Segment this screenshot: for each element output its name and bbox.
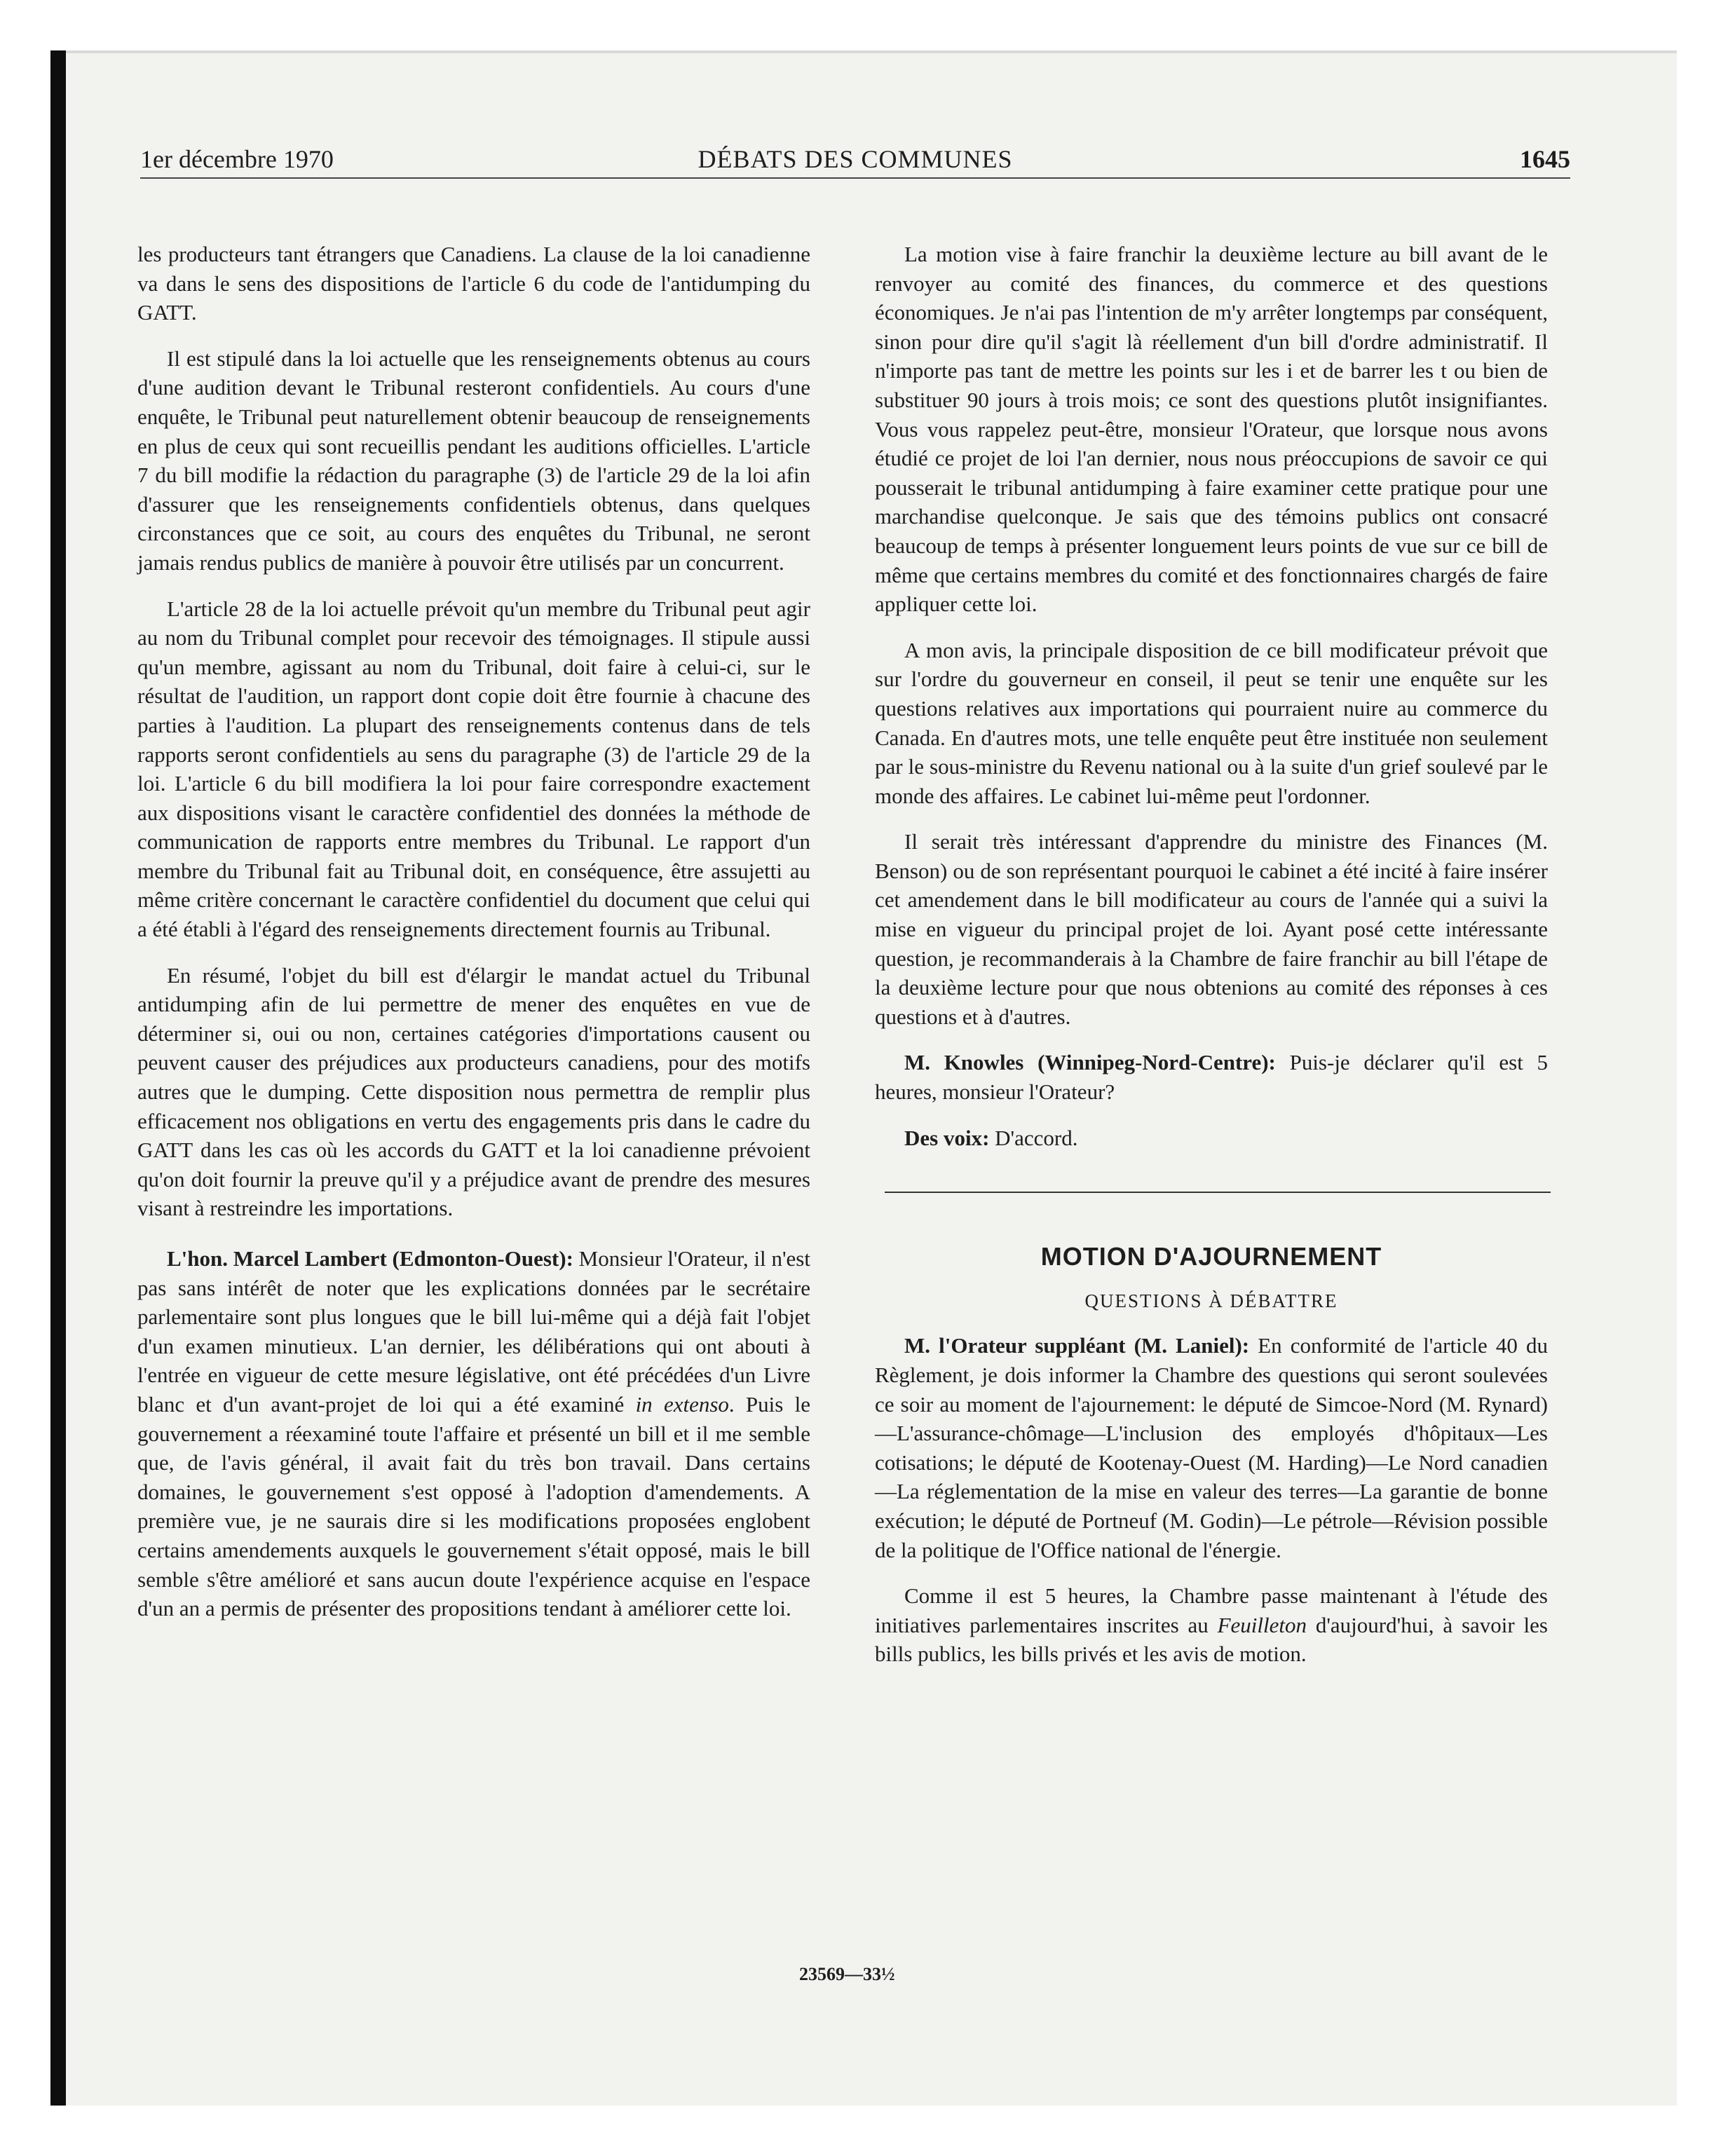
left-column <box>137 240 810 1640</box>
speaker-name: M. l'Orateur suppléant (M. Laniel): <box>904 1333 1250 1358</box>
speaker-name: M. Knowles (Winnipeg-Nord-Centre): <box>904 1050 1276 1075</box>
speech-text: Comme il est 5 heures, la Chambre passe maintenant à l'étude des initiatives parlementaires inscrites au <box>875 1583 1548 1637</box>
right-paragraph-6 <box>875 1331 1548 1564</box>
speech-text: d'aujourd'hui, à savoir les bills publics, les bills privés et les avis de motion. <box>875 1612 1548 1667</box>
speech-text: . Puis le gouvernement a réexaminé toute l'affaire et présenté un bill et il me semble que, de l'avis général, il avait fait du très bon travail. Dans certains domaines, le gouvernement s'est opposé à l'adoption d'amendements. A première vue, je ne saurais dire si les modifications proposées englobent certains amendements auxquels le gouvernement s'était opposé, mais le bill semble s'être amélioré et sans aucun doute l'expérience acquise en l'espace d'un an a permis de présenter des propositions tendant à améliorer cette loi. <box>137 1391 810 1621</box>
speech-emphasis: Feuilleton <box>1217 1612 1307 1637</box>
right-paragraph-7 <box>875 1581 1548 1669</box>
left-paragraph-2: Il est stipulé dans la loi actuelle que les renseignements obtenus au cours d'une audition devant le Tribunal resteront confidentiels. Au cours d'une enquête, le Tribunal peut naturellement obtenir beaucoup de renseignements en plus de ceux qui sont recueillis pendant les auditions officielles. L'article 7 du bill modifie la rédaction du paragraphe (3) de l'article 29 de la loi afin d'assurer que les renseignements confidentiels obtenus, dans quelques circonstances que ce soit, au cours des enquêtes du Tribunal, ne seront jamais rendus publics de manière à pouvoir être utilisés par un concurrent. <box>137 346 810 575</box>
right-paragraph-4 <box>875 1048 1548 1106</box>
speaker-name: Des voix: <box>904 1125 990 1150</box>
header-date: 1er décembre 1970 <box>140 145 334 173</box>
scan-border-left <box>50 50 66 2106</box>
section-title: MOTION D'AJOURNEMENT <box>1040 1242 1382 1271</box>
speech-text: D'accord. <box>989 1125 1078 1150</box>
left-paragraph-1: les producteurs tant étrangers que Canadiens. La clause de la loi canadienne va dans le sens des dispositions de l'article 6 du code de l'antidumping du GATT. <box>137 242 810 325</box>
speech-text: Monsieur l'Orateur, il n'est pas sans intérêt de noter que les explications données par le secrétaire parlementaire sont plus longues que le bill lui-même qui a déjà fait l'objet d'un examen minutieux. L'an dernier, les délibérations qui ont abouti à l'entrée en vigueur de cette mesure législative, ont été précédées d'un Livre blanc et d'un avant-projet de loi qui a été examiné <box>137 1246 810 1417</box>
footer-code: 23569—33½ <box>799 1964 895 1984</box>
subsection-title: QUESTIONS À DÉBATTRE <box>1084 1290 1338 1311</box>
speech-text: Puis-je déclarer qu'il est 5 heures, monsieur l'Orateur? <box>875 1050 1548 1105</box>
page-header <box>140 144 1570 179</box>
right-paragraph-2: A mon avis, la principale disposition de ce bill modificateur prévoit que sur l'ordre du gouverneur en conseil, il peut se tenir une enquête sur les questions relatives aux importations qui pourraient nuire au commerce du Canada. En d'autres mots, une telle enquête peut être instituée non seulement par le sous-ministre du Revenu national ou à la suite d'un grief soulevé par le monde des affaires. Le cabinet lui-même peut l'ordonner. <box>875 637 1548 808</box>
header-page-number: 1645 <box>1520 145 1570 173</box>
speaker-name: L'hon. Marcel Lambert (Edmonton-Ouest): <box>167 1246 573 1271</box>
header-title: DÉBATS DES COMMUNES <box>698 145 1013 173</box>
section-divider <box>885 1192 1551 1193</box>
left-paragraph-4: En résumé, l'objet du bill est d'élargir le mandat actuel du Tribunal antidumping afin de lui permettre de mener des enquêtes en vue de déterminer si, oui ou non, certaines catégories d'importations causent ou peuvent causer des préjudices aux producteurs canadiens, pour des motifs autres que le dumping. Cette disposition nous permettra de remplir plus efficacement nos obligations en vertu des engagements pris dans le cadre du GATT dans les cas où les accords du GATT et la loi canadienne prévoient qu'on doit fournir la preuve qu'il y a préjudice avant de prendre des mesures visant à restreindre les importations. <box>137 962 810 1221</box>
speech-emphasis: in extenso <box>635 1391 729 1417</box>
right-paragraph-5 <box>875 1124 1548 1153</box>
header-rule <box>140 177 1570 179</box>
speech-text: En conformité de l'article 40 du Règlement, je dois informer la Chambre des questions qui seront soulevées ce soir au moment de l'ajournement: le député de Simcoe-Nord (M. Rynard)—L'assurance-chômage—L'inclusion des employés d'hôpitaux—Les cotisations; le député de Kootenay-Ouest (M. Harding)—Le Nord canadien—La réglementation de la mise en valeur des terres—La garantie de bonne exécution; le député de Portneuf (M. Godin)—Le pétrole—Révision possible de la politique de l'Office national de l'énergie. <box>875 1333 1548 1562</box>
left-paragraph-3: L'article 28 de la loi actuelle prévoit qu'un membre du Tribunal peut agir au nom du Tribunal complet pour recevoir des témoignages. Il stipule aussi qu'un membre, agissant au nom du Tribunal, doit faire à celui-ci, sur le résultat de l'audition, un rapport dont copie doit être fournie à chacune des parties à l'audition. La plupart des renseignements contenus dans de tels rapports seront confidentiels au sens du paragraphe (3) de l'article 29 de la loi. L'article 6 du bill modifiera la loi pour faire correspondre exactement aux dispositions visant le caractère confidentiel des données la méthode de communication de rapports entre membres du Tribunal. Le rapport d'un membre du Tribunal fait au Tribunal doit, en conséquence, être assujetti au même critère concernant le caractère confidentiel du document que celui qui a été établi à l'égard des renseignements directement fournis au Tribunal. <box>137 596 810 942</box>
right-paragraph-1: La motion vise à faire franchir la deuxième lecture au bill avant de le renvoyer au comité des finances, du commerce et des questions économiques. Je n'ai pas l'intention de m'y arrêter longtemps par conséquent, sinon pour dire qu'il s'agit là réellement d'un bill d'ordre administratif. Il n'importe pas tant de mettre les points sur les i et de barrer les t ou bien de substituer 90 jours à trois mois; ce sont des questions plutôt insignifiantes. Vous vous rappelez peut-être, monsieur l'Orateur, que lorsque nous avons étudié ce projet de loi l'an dernier, nous nous préoccupions de savoir ce qui pousserait le tribunal antidumping à faire examiner cette pratique pour une marchandise quelconque. Je sais que des témoins publics ont consacré beaucoup de temps à présenter longuement leurs points de vue sur ce bill de même que certains membres du comité et des fonctionnaires chargés de faire appliquer cette loi. <box>875 242 1548 617</box>
right-paragraph-3: Il serait très intéressant d'apprendre du ministre des Finances (M. Benson) ou de son représentant pourquoi le cabinet a été incité à faire insérer cet amendement dans le bill modificateur au cours de l'année qui a suivi la mise en vigueur du principal projet de loi. Ayant posé cette intéressante question, je recommanderais à la Chambre de faire franchir au bill l'étape de la deuxième lecture pour que nous obtenions au comité des réponses à ces questions et à d'autres. <box>875 829 1548 1029</box>
left-paragraph-5 <box>137 1244 810 1623</box>
right-column <box>875 240 1548 1686</box>
